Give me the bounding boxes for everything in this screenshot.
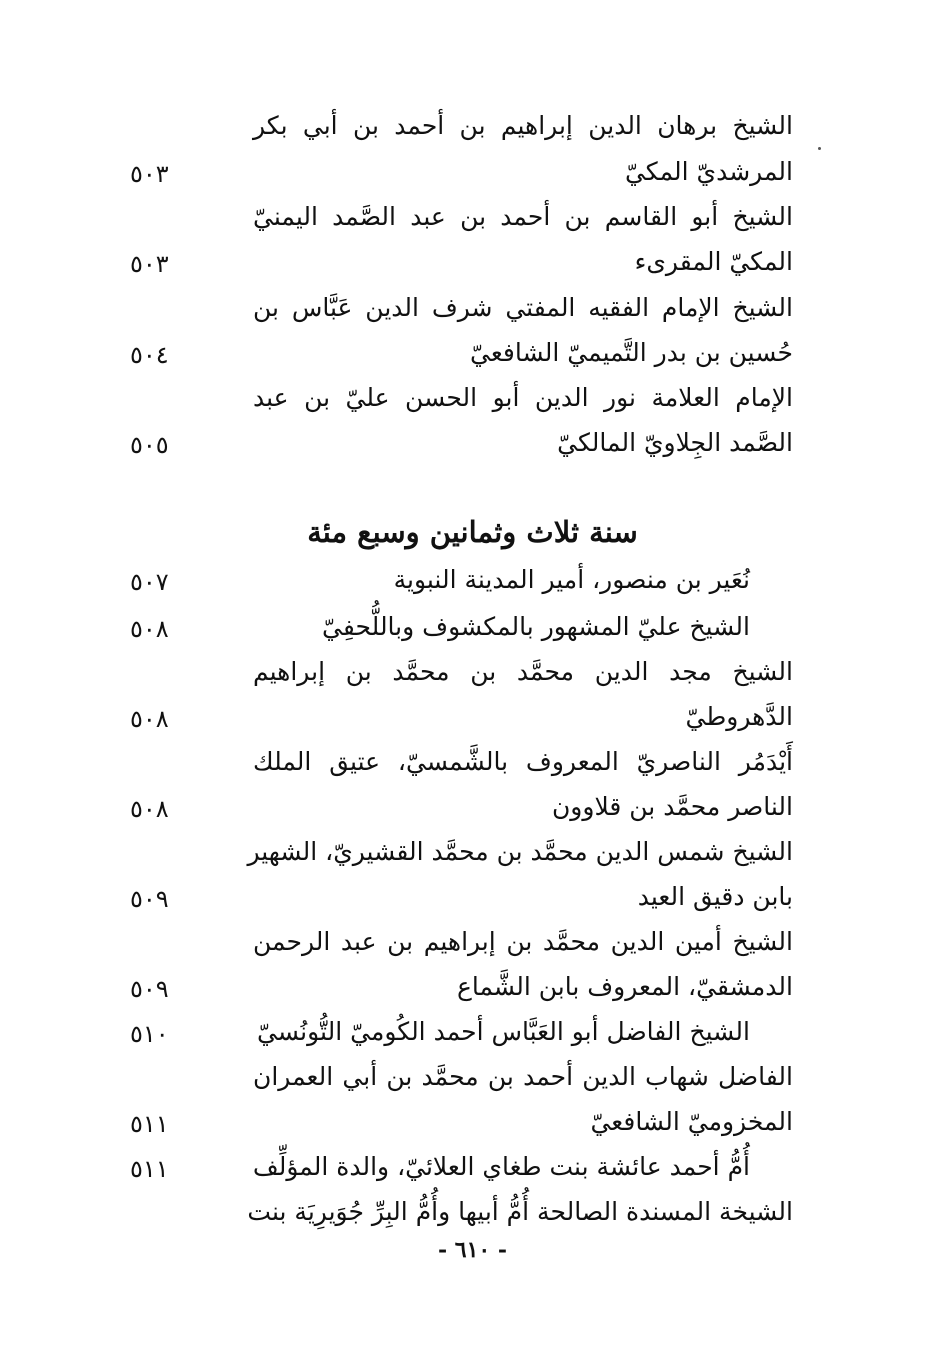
- entry-8-page-number: ٥٠٨: [130, 795, 169, 823]
- entry-10-line-1: الشيخ أمين الدين محمَّد بن إبراهيم بن عبد الرحمن: [253, 927, 793, 956]
- page-folio-number: - ٦١٠ -: [437, 1237, 508, 1263]
- entry-13-line-1: أُمُّ أحمد عائشة بنت طغاي العلائيّ، والدة المؤلِّف: [252, 1152, 750, 1181]
- entry-7-line-1: الشيخ مجد الدين محمَّد بن محمَّد بن إبراهيم: [253, 657, 793, 686]
- section-heading: سنة ثلاث وثمانين وسبع مئة: [307, 515, 638, 549]
- entry-3-line-2: حُسين بن بدر التَّميميّ الشافعيّ: [470, 338, 793, 367]
- entry-2-page-number: ٥٠٣: [130, 250, 169, 278]
- entry-2-line-1: الشيخ أبو القاسم بن أحمد بن عبد الصَّمد اليمنيّ: [253, 202, 793, 231]
- entry-1-line-1: الشيخ برهان الدين إبراهيم بن أحمد بن أبي بكر: [253, 111, 793, 140]
- ink-speck: [818, 147, 821, 150]
- entry-3-page-number: ٥٠٤: [130, 341, 169, 369]
- entry-4-line-2: الصَّمد الجِلاويّ المالكيّ: [557, 428, 793, 457]
- entry-12-line-1: الفاضل شهاب الدين أحمد بن محمَّد بن أبي العمران: [253, 1062, 793, 1091]
- entry-9-line-2: بابن دقيق العيد: [637, 882, 793, 911]
- entry-9-line-1: الشيخ شمس الدين محمَّد بن محمَّد القشيريّ، الشهير: [247, 837, 793, 866]
- entry-8-line-2: الناصر محمَّد بن قلاوون: [551, 792, 793, 821]
- entry-2-line-2: المكيّ المقرىء: [634, 247, 793, 276]
- entry-4-page-number: ٥٠٥: [130, 431, 169, 459]
- entry-10-line-2: الدمشقيّ، المعروف بابن الشَّماع: [456, 972, 793, 1001]
- entry-12-line-2: المخزوميّ الشافعيّ: [590, 1107, 793, 1136]
- entry-10-page-number: ٥٠٩: [130, 975, 169, 1003]
- entry-5-line-1: نُعَير بن منصور، أمير المدينة النبوية: [393, 565, 750, 594]
- entry-6-page-number: ٥٠٨: [130, 615, 169, 643]
- entry-14-line-1: الشيخة المسندة الصالحة أُمُّ أبيها وأُمُّ البِرِّ جُوَيرِيَة بنت: [247, 1197, 793, 1226]
- entry-8-line-1: أَيْدَمُر الناصريّ المعروف بالشَّمسيّ، عتيق الملك: [253, 747, 793, 776]
- entry-3-line-1: الشيخ الإمام الفقيه المفتي شرف الدين عَبَّاس بن: [253, 293, 793, 322]
- entry-5-page-number: ٥٠٧: [130, 568, 169, 596]
- entry-4-line-1: الإمام العلامة نور الدين أبو الحسن عليّ بن عبد: [253, 383, 793, 412]
- entry-1-page-number: ٥٠٣: [130, 160, 169, 188]
- entry-12-page-number: ٥١١: [130, 1110, 169, 1138]
- entry-7-page-number: ٥٠٨: [130, 705, 169, 733]
- entry-9-page-number: ٥٠٩: [130, 885, 169, 913]
- entry-7-line-2: الدَّهروطيّ: [685, 702, 793, 731]
- entry-13-page-number: ٥١١: [130, 1155, 169, 1183]
- entry-11-line-1: الشيخ الفاضل أبو العَبَّاس أحمد الكُوميّ التُّونُسيّ: [257, 1017, 750, 1046]
- entry-11-page-number: ٥١٠: [130, 1020, 169, 1048]
- entry-6-line-1: الشيخ عليّ المشهور بالمكشوف وباللُّحفِيّ: [322, 612, 750, 641]
- entry-1-line-2: المرشديّ المكيّ: [624, 157, 793, 186]
